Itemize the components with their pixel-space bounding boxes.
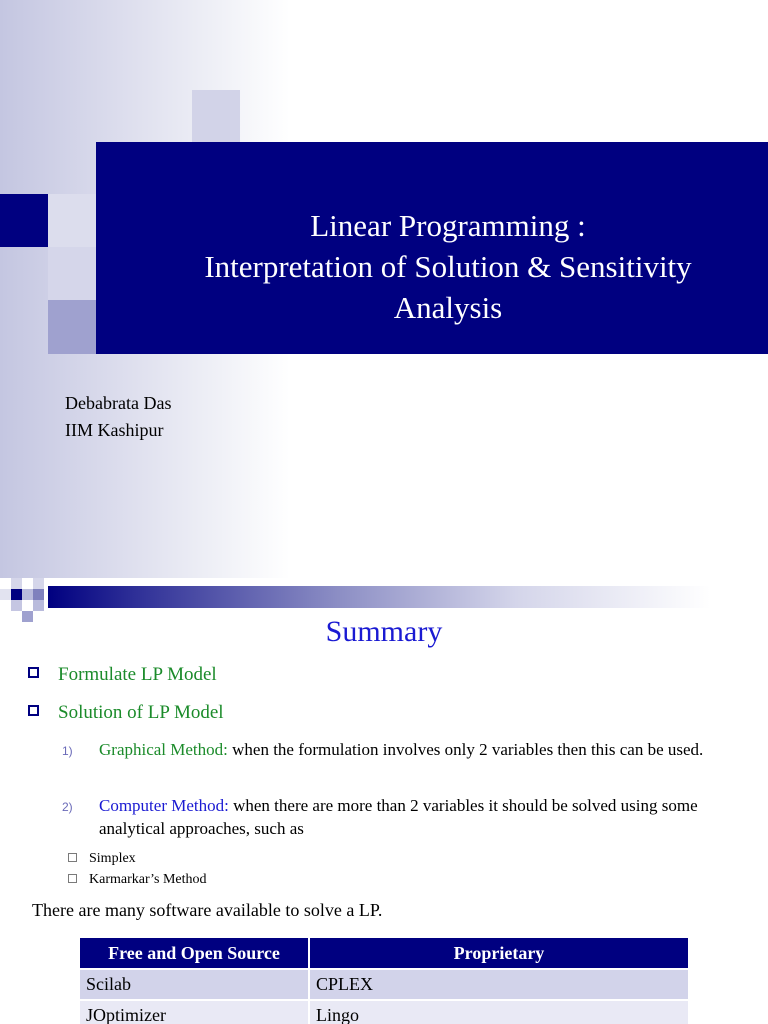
table-cell: CPLEX (309, 969, 689, 1000)
table-header-row (79, 937, 689, 969)
title-band-left (0, 194, 48, 247)
bullet-solution (28, 702, 224, 724)
slide-title (128, 205, 768, 328)
item-number: 2) (62, 800, 73, 814)
method-description: when the formulation involves only 2 variables then this can be used. (227, 740, 704, 759)
hollow-square-icon (68, 853, 77, 862)
square-bullet-icon (28, 705, 39, 716)
deco-pixel (33, 600, 44, 611)
title-line: Interpretation of Solution & Sensitivity (204, 249, 692, 284)
deco-pixel (22, 589, 33, 600)
deco-pixel (33, 589, 44, 600)
author-block (65, 390, 171, 444)
author-institution: IIM Kashipur (65, 420, 164, 440)
deco-pixel (11, 578, 22, 589)
method-text (99, 738, 729, 761)
bullet-formulate (28, 664, 217, 686)
method-description: when there are more than 2 variables it should be solved using some analytical approaches, such as (99, 796, 698, 838)
deco-pixel (33, 578, 44, 589)
deco-pixel (11, 589, 22, 600)
method-text (99, 794, 729, 840)
hollow-square-icon (68, 874, 77, 883)
author-name: Debabrata Das (65, 393, 172, 413)
table-cell: Scilab (79, 969, 309, 1000)
summary-slide (0, 578, 768, 1024)
subitem (68, 851, 136, 867)
deco-square (48, 300, 96, 354)
deco-square (48, 194, 96, 248)
deco-pixel (0, 589, 11, 600)
software-sentence: There are many software available to solve a LP. (32, 900, 383, 920)
software-table (78, 936, 690, 1024)
title-line: Linear Programming : (310, 208, 586, 243)
square-bullet-icon (28, 667, 39, 678)
table-header: Proprietary (309, 937, 689, 969)
title-line: Analysis (393, 290, 503, 325)
table-header: Free and Open Source (79, 937, 309, 969)
table-cell: JOptimizer (79, 1000, 309, 1024)
deco-square (48, 247, 96, 301)
deco-pixel (11, 600, 22, 611)
summary-title: Summary (325, 615, 443, 648)
subitem-text: Karmarkar’s Method (89, 872, 207, 887)
bullet-text: Formulate LP Model (58, 664, 217, 685)
method-term: Computer Method: (99, 796, 229, 815)
table-cell: Lingo (309, 1000, 689, 1024)
subitem (68, 872, 207, 888)
table-row (79, 1000, 689, 1024)
bullet-text: Solution of LP Model (58, 702, 224, 723)
item-number: 1) (62, 744, 73, 758)
header-strip (48, 586, 768, 608)
table-row (79, 969, 689, 1000)
method-term: Graphical Method: (99, 740, 228, 759)
deco-square (192, 90, 240, 144)
subitem-text: Simplex (89, 851, 136, 866)
